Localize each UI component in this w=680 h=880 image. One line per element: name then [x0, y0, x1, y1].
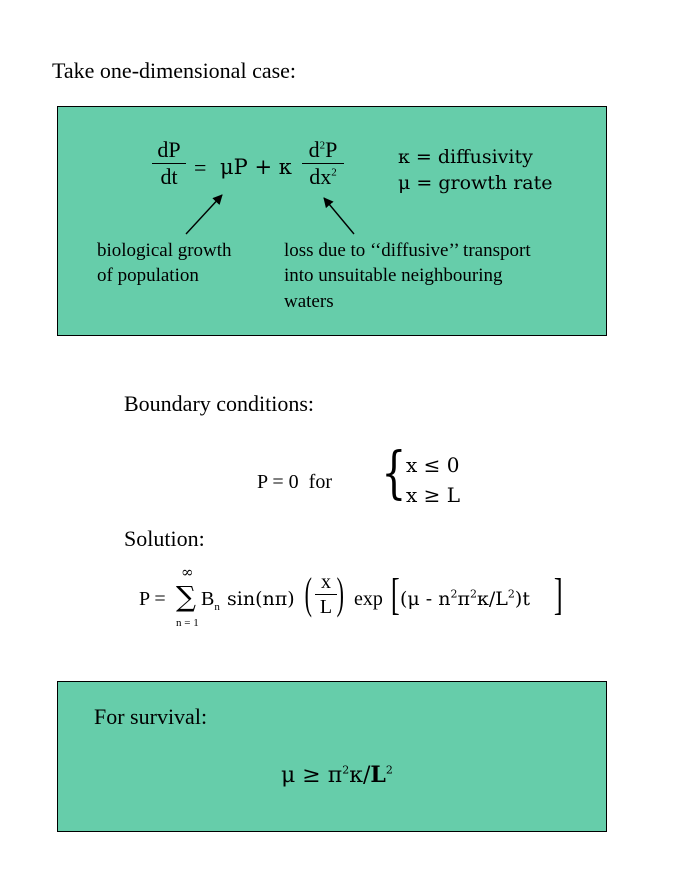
solution-fraction-bar: [315, 594, 337, 595]
solution-exponent: $(\mu - n^2\pi^2\kappa/L^2)t$: [400, 587, 530, 610]
boundary-case-1: x ≤ 0: [406, 453, 460, 477]
legend-mu: μ = growth rate: [398, 172, 553, 194]
solution-sine-term: sin(nπ): [227, 588, 295, 610]
solution-left-paren: (: [304, 569, 312, 618]
rhs-denominator: $dx^2$: [309, 164, 337, 190]
boundary-heading: Boundary conditions:: [124, 391, 315, 416]
boundary-lhs: P = 0 for: [257, 471, 332, 493]
solution-b-coefficient: $B_n$: [201, 588, 220, 613]
solution-right-bracket: ]: [553, 570, 563, 619]
sum-symbol: ∑: [176, 580, 196, 613]
legend-kappa: κ = diffusivity: [398, 146, 533, 168]
rhs-numerator: $d^2P$: [308, 137, 338, 162]
boundary-brace: {: [381, 441, 407, 506]
equation-term: μP + κ: [220, 155, 292, 179]
lhs-denominator: dt: [160, 164, 178, 190]
label-loss-line-1: loss due to ‘‘diffusive’’ transport: [284, 240, 531, 261]
equals-sign: =: [194, 155, 207, 180]
solution-p-equals: P =: [139, 588, 166, 610]
survival-heading: For survival:: [94, 704, 208, 729]
lhs-numerator: dP: [157, 137, 181, 162]
label-growth-line-2: of population: [97, 265, 199, 286]
sum-upper-limit: ∞: [181, 563, 194, 581]
solution-fraction-numerator: x: [321, 571, 331, 593]
boundary-case-2: x ≥ L: [406, 483, 461, 507]
label-loss-line-2: into unsuitable neighbouring: [284, 265, 503, 286]
label-loss-line-3: waters: [284, 291, 334, 312]
loss-arrow: [324, 198, 354, 234]
sum-lower-limit: n = 1: [176, 617, 199, 629]
intro-text: Take one-dimensional case:: [52, 58, 297, 83]
growth-arrow: [186, 195, 222, 234]
survival-condition: $\mu \ge \pi^2\kappa/L^2$: [281, 762, 393, 788]
solution-heading: Solution:: [124, 526, 205, 551]
solution-exp: exp: [354, 588, 383, 610]
solution-right-paren: ): [336, 569, 344, 618]
solution-fraction: [315, 571, 337, 618]
solution-left-bracket: [: [390, 570, 400, 619]
solution-fraction-denominator: L: [319, 596, 333, 618]
label-growth-line-1: biological growth: [97, 240, 232, 261]
